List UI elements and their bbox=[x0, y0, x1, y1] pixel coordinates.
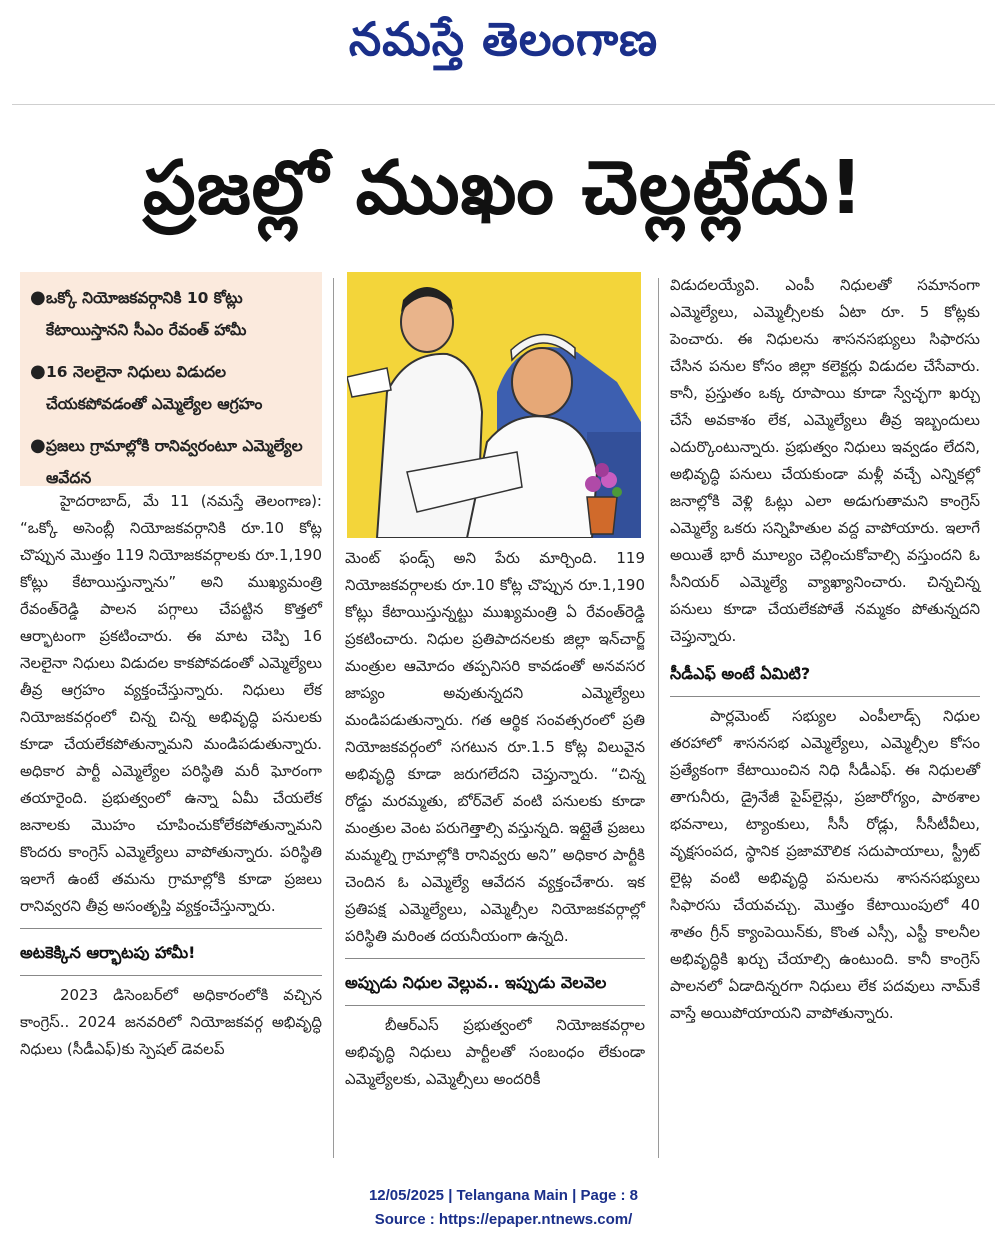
cartoon-illustration bbox=[347, 272, 641, 538]
section-rule bbox=[20, 975, 322, 976]
masthead-divider bbox=[12, 104, 995, 105]
section-rule bbox=[345, 1005, 645, 1006]
article-paragraph: మెంట్ ఫండ్స్ అని పేరు మార్చింది. 119 నియోజకవర్గాలకు రూ.10 కోట్ల చొప్పున రూ.1,190 కోట్లు కేటాయిస్తున్నట్టు ముఖ్యమంత్రి ఏ రేవంత్‌రెడ్డి ప్రకటించారు. నిధుల ప్రతిపాదనలకు జిల్లా ఇన్‌చార్జ్ మంత్రుల ఆమోదం తప్పనిసరి కావడంతో అనవసర జాప్యం అవుతున్నదని ఎమ్మెల్యేలు మండిపడుతున్నారు. గత ఆర్థిక సంవత్సరంలో ప్రతి నియోజకవర్గంలో సగటున రూ.1.5 కోట్ల విలువైన అభివృద్ధి కూడా జరుగలేదని చెప్తున్నారు. “చిన్న రోడ్డు మరమ్మతు, బోర్‌వెల్ వంటి పనులకు కూడా మంత్రుల వెంట పరుగెత్తాల్సి వస్తున్నది. ఇట్లైతే ప్రజలు మమ్మల్ని గ్రామాల్లోకి రానివ్వరు అని” అధికార పార్టీకి చెందిన ఓ ఎమ్మెల్యే ఆవేదన వ్యక్తంచేశారు. ఇక ప్రతిపక్ష ఎమ్మెల్యేలు, ఎమ్మెల్సీల నియోజకవర్గాల్లో పరిస్థితి మరింత దయనీయంగా ఉన్నది. bbox=[345, 549, 645, 945]
subheading: సీడీఎఫ్ అంటే ఏమిటి? bbox=[670, 664, 811, 683]
article-paragraph: బీఆర్‌ఎస్ ప్రభుత్వంలో నియోజకవర్గాల అభివృద్ధి నిధులు పార్టీలతో సంబంధం లేకుండా ఎమ్మెల్యేలకు, ఎమ్మెల్సీలు అందరికీ bbox=[345, 1016, 645, 1088]
article-column-2 bbox=[345, 545, 645, 1093]
section-rule bbox=[20, 928, 322, 929]
highlight-text: 16 నెలలైనా నిధులు విడుదల చేయకపోవడంతో ఎమ్మెల్యేల ఆగ్రహం bbox=[46, 363, 263, 413]
article-column-1 bbox=[20, 488, 322, 1063]
highlight-item bbox=[30, 282, 314, 346]
subheading: అటకెక్కిన ఆర్భాటపు హామీ! bbox=[20, 943, 196, 962]
article-paragraph: పార్లమెంట్ సభ్యుల ఎంపీలాడ్స్ నిధుల తరహాలో శాసనసభ ఎమ్మెల్యేలు, ఎమ్మెల్సీల కోసం ప్రత్యేకంగా కేటాయించిన నిధి సీడీఎఫ్. ఈ నిధులతో తాగునీరు, డ్రైనేజీ పైప్‌లైన్లు, ప్రజారోగ్యం, పాఠశాల భవనాలు, ట్యాంకులు, సీసీ రోడ్లు, సీసీటీవీలు, వృక్షసంపద, స్థానిక ప్రజామౌలిక సదుపాయాలు, స్ట్రీట్ లైట్ల వంటి అభివృద్ధి పనులను శాసనసభ్యులు సిఫారసు చేయవచ్చు. మొత్తం కేటాయింపులో 40 శాతం గ్రీన్ క్యాంపెయిన్‌కు, కొంత ఎస్సీ, ఎస్టీ కాలనీల అభివృద్ధికి ఖర్చు చేయాల్సి ఉంటుంది. కానీ కాంగ్రెస్ పాలనలో ఏడాదిన్నరగా నిధులు లేక పదవులు నామ్‌కే వాస్తే అయిపోయాయని వాపోతున్నారు. bbox=[670, 707, 980, 1022]
masthead-logo: నమస్తే తెలంగాణ bbox=[348, 12, 659, 66]
footer-source-line: Source : https://epaper.ntnews.com/ bbox=[374, 1211, 633, 1228]
section-rule bbox=[345, 958, 645, 959]
bullet-icon: ● bbox=[30, 287, 46, 308]
highlight-text: ప్రజలు గ్రామాల్లోకి రానివ్వరంటూ ఎమ్మెల్యేల ఆవేదన bbox=[46, 437, 303, 487]
column-divider bbox=[333, 278, 334, 1158]
highlight-item bbox=[30, 430, 314, 494]
article-paragraph: హైదరాబాద్, మే 11 (నమస్తే తెలంగాణ): “ఒక్కో అసెంబ్లీ నియోజకవర్గానికి రూ.10 కోట్ల చొప్పున మొత్తం 119 నియోజకవర్గాలకు రూ.1,190 కోట్లు కేటాయిస్తున్నాను” అని ముఖ్యమంత్రి రేవంత్‌రెడ్డి పాలన పగ్గాలు చేపట్టిన కొత్తలో ఆర్భాటంగా ప్రకటించారు. ఈ మాట చెప్పి 16 నెలలైనా నిధులు విడుదల కాకపోవడంతో ఎమ్మెల్యేలు తీవ్ర ఆగ్రహం వ్యక్తంచేస్తున్నారు. నిధులు లేక నియోజకవర్గంలో చిన్న చిన్న అభివృద్ధి పనులకు కూడా చేయలేకపోతున్నామని మండిపడుతున్నారు. అధికార పార్టీ ఎమ్మెల్యేల పరిస్థితి మరీ ఘోరంగా తయారైంది. ప్రభుత్వంలో ఉన్నా ఏమీ చేయలేక జనాలకు మొహం చూపించుకోలేకపోతున్నామని కొందరు కాంగ్రెస్ ఎమ్మెల్యేలు వాపోతున్నారు. పరిస్థితి ఇలాగే ఉంటే తమను గ్రామాల్లోకి కూడా ప్రజలు రానివ్వరని తీవ్ర అసంతృప్తి వ్యక్తంచేస్తున్నారు. bbox=[20, 492, 322, 915]
highlight-text: ఒక్కో నియోజకవర్గానికి 10 కోట్లు కేటాయిస్తానని సీఎం రేవంత్ హామీ bbox=[46, 289, 247, 339]
section-rule bbox=[670, 696, 980, 697]
subheading: అప్పుడు నిధుల వెల్లువ.. ఇప్పుడు వెలవెల bbox=[345, 973, 607, 992]
bullet-icon: ● bbox=[30, 435, 46, 456]
article-paragraph: 2023 డిసెంబర్‌లో అధికారంలోకి వచ్చిన కాంగ్రెస్.. 2024 జనవరిలో నియోజకవర్గ అభివృద్ధి నిధులు (సీడీఎఫ్)కు స్పెషల్ డెవలప్ bbox=[20, 986, 322, 1058]
column-divider bbox=[658, 278, 659, 1158]
bullet-icon: ● bbox=[30, 361, 46, 382]
article-column-3 bbox=[670, 272, 980, 1027]
highlight-item bbox=[30, 356, 314, 420]
headline: ప్రజల్లో ముఖం చెల్లట్లేదు! bbox=[142, 145, 865, 231]
footer-date-line: 12/05/2025 | Telangana Main | Page : 8 bbox=[368, 1187, 639, 1204]
highlights-box bbox=[20, 272, 322, 486]
article-paragraph: విడుదలయ్యేవి. ఎంపీ నిధులతో సమానంగా ఎమ్మెల్యేలు, ఎమ్మెల్సీలకు ఏటా రూ. 5 కోట్లకు పెంచారు. ఈ నిధులను శాసనసభ్యులు సిఫారసు చేసిన పనుల కోసం జిల్లా కలెక్టర్లు విడుదల చేసేవారు. కానీ, ప్రస్తుతం ఒక్క రూపాయి కూడా స్వేచ్ఛగా ఖర్చు చేసే అవకాశం లేక, ఎమ్మెల్యేలు తీవ్ర ఇబ్బందులు ఎదుర్కొంటున్నారు. ప్రభుత్వం నిధులు ఇవ్వడం లేదని, అభివృద్ధి పనులు చేయకుండా మళ్లీ వచ్చే ఎన్నికల్లో జనాల్లోకి వెళ్లి ఓట్లు ఎలా అడుగుతామని కాంగ్రెస్ ఎమ్మెల్యే ఒకరు సన్నిహితుల వద్ద వాపోయారు. ఇలాగే అయితే భారీ మూల్యం చెల్లించుకోవాల్సి వస్తుందని ఓ సీనియర్ ఎమ్మెల్యే వ్యాఖ్యానించారు. చిన్నచిన్న పనులు కూడా చేయలేకపోతే నమ్మకం పోతున్నదని చెప్తున్నారు. bbox=[670, 276, 980, 645]
